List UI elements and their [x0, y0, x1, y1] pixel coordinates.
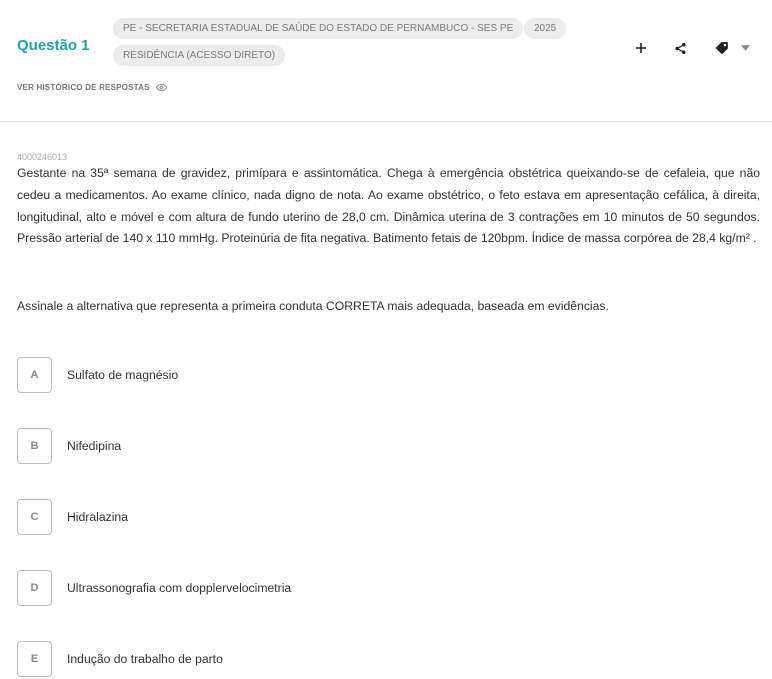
- share-button[interactable]: [670, 38, 690, 58]
- option-letter[interactable]: E: [17, 641, 52, 677]
- option-letter[interactable]: B: [17, 428, 52, 464]
- option-text: Sulfato de magnésio: [67, 368, 179, 382]
- question-header: [0, 0, 772, 122]
- share-icon: [674, 42, 687, 55]
- option-letter[interactable]: C: [17, 499, 52, 535]
- option-d[interactable]: [17, 569, 291, 607]
- institution-tag[interactable]: PE - SECRETARIA ESTADUAL DE SAÚDE DO ESTADO DE PERNAMBUCO - SES PE: [113, 18, 523, 39]
- answer-history-link[interactable]: [17, 82, 167, 93]
- option-c[interactable]: [17, 498, 128, 536]
- tag-button[interactable]: [712, 38, 732, 58]
- option-letter[interactable]: A: [17, 357, 52, 393]
- question-title: Questão 1: [17, 37, 90, 54]
- exam-type-tag[interactable]: RESIDÊNCIA (ACESSO DIRETO): [113, 45, 285, 66]
- option-text: Ultrassonografia com dopplervelocimetria: [67, 581, 292, 595]
- option-text: Nifedipina: [67, 439, 122, 453]
- plus-icon: [635, 42, 647, 54]
- question-id: 4000246013: [17, 152, 68, 162]
- more-options-button[interactable]: [735, 38, 755, 58]
- answer-history-label: VER HISTÓRICO DE RESPOSTAS: [17, 83, 150, 92]
- option-b[interactable]: [17, 427, 121, 465]
- option-letter[interactable]: D: [17, 570, 52, 606]
- eye-icon: [156, 82, 167, 93]
- caret-down-icon: [741, 45, 750, 51]
- option-a[interactable]: [17, 356, 178, 394]
- question-stem: Gestante na 35ª semana de gravidez, primípara e assintomática. Chega à emergência obstétrica queixando-se de cefaleia, que não cedeu a medicamentos. Ao exame clínico, nada digno de nota. Ao exame obstétrico, o feto estava em apresentação cefálica, à direita, longitudinal, alto e móvel e com altura de fundo uterino de 28,0 cm. Dinâmica uterina de 3 contrações em 10 minutos de 50 segundos. Pressão arterial de 140 x 110 mmHg. Proteinúria de fita negativa. Batimento fetais de 120bpm. Índice de massa corpórea de 28,4 kg/m² .: [17, 166, 760, 246]
- year-tag[interactable]: 2025: [524, 18, 566, 39]
- option-e[interactable]: [17, 640, 223, 678]
- add-button[interactable]: [631, 38, 651, 58]
- option-text: Indução do trabalho de parto: [67, 652, 223, 666]
- option-text: Hidralazina: [67, 510, 128, 524]
- question-prompt: Assinale a alternativa que representa a primeira conduta CORRETA mais adequada, baseada em evidências.: [17, 299, 609, 313]
- tag-icon: [715, 41, 729, 55]
